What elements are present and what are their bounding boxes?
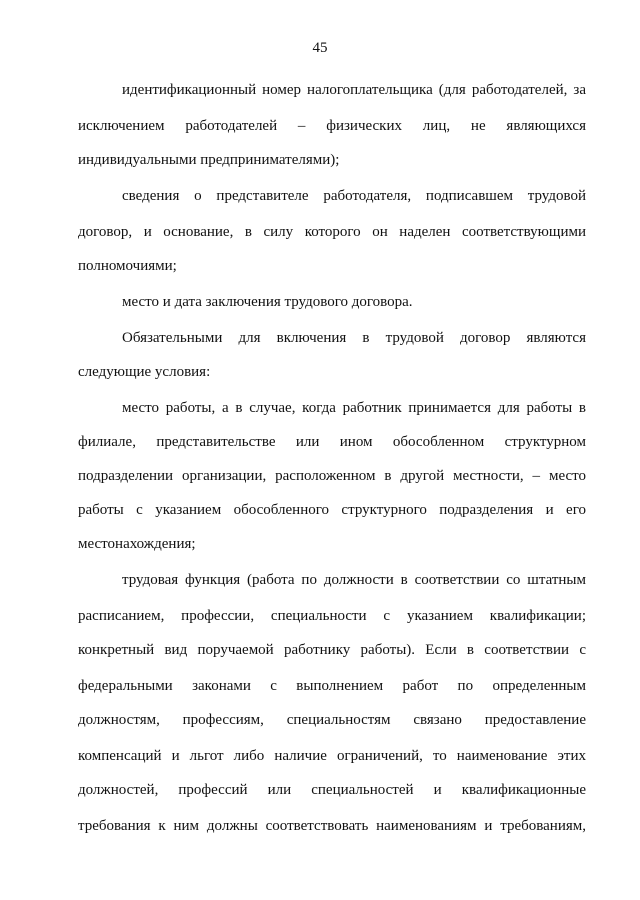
paragraph-line: подразделении организации, расположенном в другой местности, – место xyxy=(78,468,586,484)
paragraph-line: место работы, а в случае, когда работник принимается для работы в xyxy=(122,400,586,416)
paragraph-line: договор, и основание, в силу которого он наделен соответствующими xyxy=(78,224,586,240)
paragraph-line: трудовая функция (работа по должности в соответствии со штатным xyxy=(122,572,586,588)
paragraph-line: филиале, представительстве или ином обособленном структурном xyxy=(78,434,586,450)
paragraph-line: федеральными законами с выполнением работ по определенным xyxy=(78,678,586,694)
paragraph-line: расписанием, профессии, специальности с указанием квалификации; xyxy=(78,608,586,624)
paragraph-line: место и дата заключения трудового договора. xyxy=(122,294,413,310)
paragraph-line: сведения о представителе работодателя, подписавшем трудовой xyxy=(122,188,586,204)
paragraph-line: индивидуальными предпринимателями); xyxy=(78,152,340,168)
paragraph-line: работы с указанием обособленного структурного подразделения и его xyxy=(78,502,586,518)
paragraph-line: должностям, профессиям, специальностям связано предоставление xyxy=(78,712,586,728)
paragraph-line: местонахождения; xyxy=(78,536,196,552)
paragraph-line: конкретный вид поручаемой работнику работы). Если в соответствии с xyxy=(78,642,586,658)
paragraph-line: Обязательными для включения в трудовой договор являются xyxy=(122,330,586,346)
paragraph-line: требования к ним должны соответствовать наименованиям и требованиям, xyxy=(78,818,586,834)
paragraph-line: идентификационный номер налогоплательщика (для работодателей, за xyxy=(122,82,586,98)
paragraph-line: следующие условия: xyxy=(78,364,211,380)
paragraph-line: должностей, профессий или специальностей и квалификационные xyxy=(78,782,586,798)
page-number: 45 xyxy=(312,40,328,56)
paragraph-line: компенсаций и льгот либо наличие ограничений, то наименование этих xyxy=(78,748,586,764)
paragraph-line: полномочиями; xyxy=(78,258,177,274)
paragraph-line: исключением работодателей – физических лиц, не являющихся xyxy=(78,118,586,134)
